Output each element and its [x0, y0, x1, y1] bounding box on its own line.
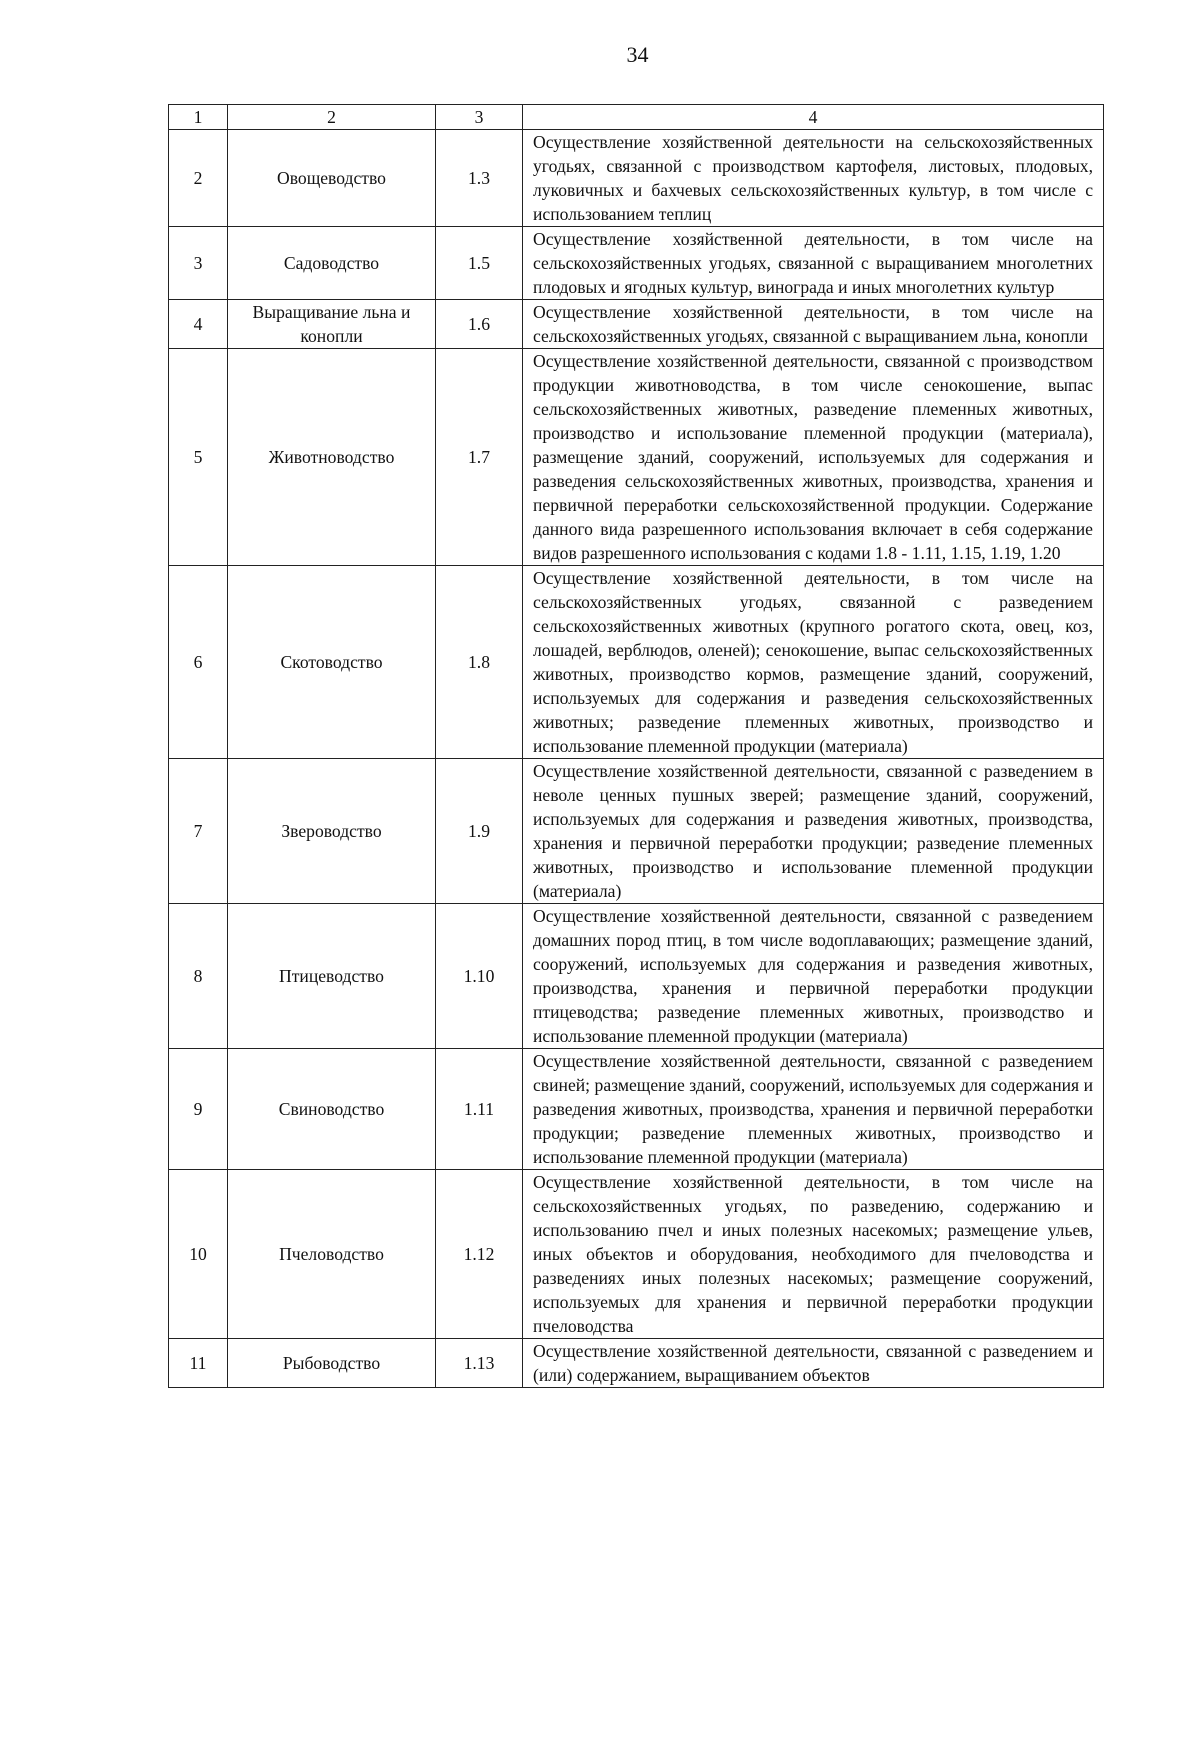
row-number: 7 — [169, 759, 228, 904]
table-row — [169, 904, 1104, 1049]
use-name: Садоводство — [228, 227, 436, 300]
row-number: 6 — [169, 566, 228, 759]
use-code: 1.12 — [436, 1170, 523, 1339]
row-number: 5 — [169, 349, 228, 566]
use-description: Осуществление хозяйственной деятельности, в том числе на сельскохозяйственных угодьях, связанной с выращиванием льна, конопли — [523, 300, 1104, 349]
row-number: 4 — [169, 300, 228, 349]
table-row — [169, 566, 1104, 759]
column-header-4: 4 — [523, 105, 1104, 130]
use-name: Скотоводство — [228, 566, 436, 759]
use-name: Животноводство — [228, 349, 436, 566]
use-description: Осуществление хозяйственной деятельности на сельскохозяйственных угодьях, связанной с производством картофеля, листовых, плодовых, луковичных и бахчевых сельскохозяйственных культур, в том числе с использованием теплиц — [523, 130, 1104, 227]
use-name: Выращивание льна и конопли — [228, 300, 436, 349]
use-code: 1.8 — [436, 566, 523, 759]
use-code: 1.6 — [436, 300, 523, 349]
table-row — [169, 130, 1104, 227]
use-description: Осуществление хозяйственной деятельности, в том числе на сельскохозяйственных угодьях, связанной с разведением сельскохозяйственных животных (крупного рогатого скота, овец, коз, лошадей, верблюдов, оленей); сенокошение, выпас сельскохозяйственных животных, производство кормов, размещение зданий, сооружений, используемых для содержания и разведения сельскохозяйственных животных; разведение племенных животных, производство и использование племенной продукции (материала) — [523, 566, 1104, 759]
row-number: 10 — [169, 1170, 228, 1339]
row-number: 3 — [169, 227, 228, 300]
use-name: Пчеловодство — [228, 1170, 436, 1339]
table-row — [169, 1170, 1104, 1339]
table-row — [169, 349, 1104, 566]
page-number: 34 — [626, 42, 649, 67]
row-number: 11 — [169, 1339, 228, 1388]
table-row — [169, 1049, 1104, 1170]
use-name: Звероводство — [228, 759, 436, 904]
table-row — [169, 759, 1104, 904]
use-code: 1.10 — [436, 904, 523, 1049]
column-header-2: 2 — [228, 105, 436, 130]
use-description: Осуществление хозяйственной деятельности, в том числе на сельскохозяйственных угодьях, связанной с выращиванием многолетних плодовых и ягодных культур, винограда и иных многолетних культур — [523, 227, 1104, 300]
table-row — [169, 300, 1104, 349]
use-code: 1.5 — [436, 227, 523, 300]
land-use-table — [168, 104, 1104, 1388]
use-code: 1.11 — [436, 1049, 523, 1170]
use-description: Осуществление хозяйственной деятельности, связанной с разведением домашних пород птиц, в том числе водоплавающих; размещение зданий, сооружений, используемых для содержания и разведения животных, производства, хранения и первичной переработки продукции птицеводства; разведение племенных животных, производство и использование племенной продукции (материала) — [523, 904, 1104, 1049]
table-row — [169, 1339, 1104, 1388]
use-code: 1.13 — [436, 1339, 523, 1388]
use-description: Осуществление хозяйственной деятельности, связанной с производством продукции животноводства, в том числе сенокошение, выпас сельскохозяйственных животных, разведение племенных животных, производство и использование племенной продукции (материала), размещение зданий, сооружений, используемых для содержания и разведения сельскохозяйственных животных, производства, хранения и первичной переработки сельскохозяйственной продукции. Содержание данного вида разрешенного использования включает в себя содержание видов разрешенного использования с кодами 1.8 - 1.11, 1.15, 1.19, 1.20 — [523, 349, 1104, 566]
use-name: Овощеводство — [228, 130, 436, 227]
use-code: 1.7 — [436, 349, 523, 566]
table-row — [169, 227, 1104, 300]
use-description: Осуществление хозяйственной деятельности, в том числе на сельскохозяйственных угодьях, по разведению, содержанию и использованию пчел и иных полезных насекомых; размещение ульев, иных объектов и оборудования, необходимого для пчеловодства и разведениях иных полезных насекомых; размещение сооружений, используемых для хранения и первичной переработки продукции пчеловодства — [523, 1170, 1104, 1339]
header-row — [169, 105, 1104, 130]
use-name: Птицеводство — [228, 904, 436, 1049]
row-number: 9 — [169, 1049, 228, 1170]
use-description: Осуществление хозяйственной деятельности, связанной с разведением и (или) содержанием, выращиванием объектов — [523, 1339, 1104, 1388]
use-name: Рыбоводство — [228, 1339, 436, 1388]
column-header-3: 3 — [436, 105, 523, 130]
column-header-1: 1 — [169, 105, 228, 130]
use-code: 1.9 — [436, 759, 523, 904]
row-number: 8 — [169, 904, 228, 1049]
use-name: Свиноводство — [228, 1049, 436, 1170]
row-number: 2 — [169, 130, 228, 227]
use-description: Осуществление хозяйственной деятельности, связанной с разведением свиней; размещение зданий, сооружений, используемых для содержания и разведения животных, производства, хранения и первичной переработки продукции; разведение племенных животных, производство и использование племенной продукции (материала) — [523, 1049, 1104, 1170]
use-description: Осуществление хозяйственной деятельности, связанной с разведением в неволе ценных пушных зверей; размещение зданий, сооружений, используемых для содержания и разведения животных, производства, хранения и первичной переработки продукции; разведение племенных животных, производство и использование племенной продукции (материала) — [523, 759, 1104, 904]
use-code: 1.3 — [436, 130, 523, 227]
